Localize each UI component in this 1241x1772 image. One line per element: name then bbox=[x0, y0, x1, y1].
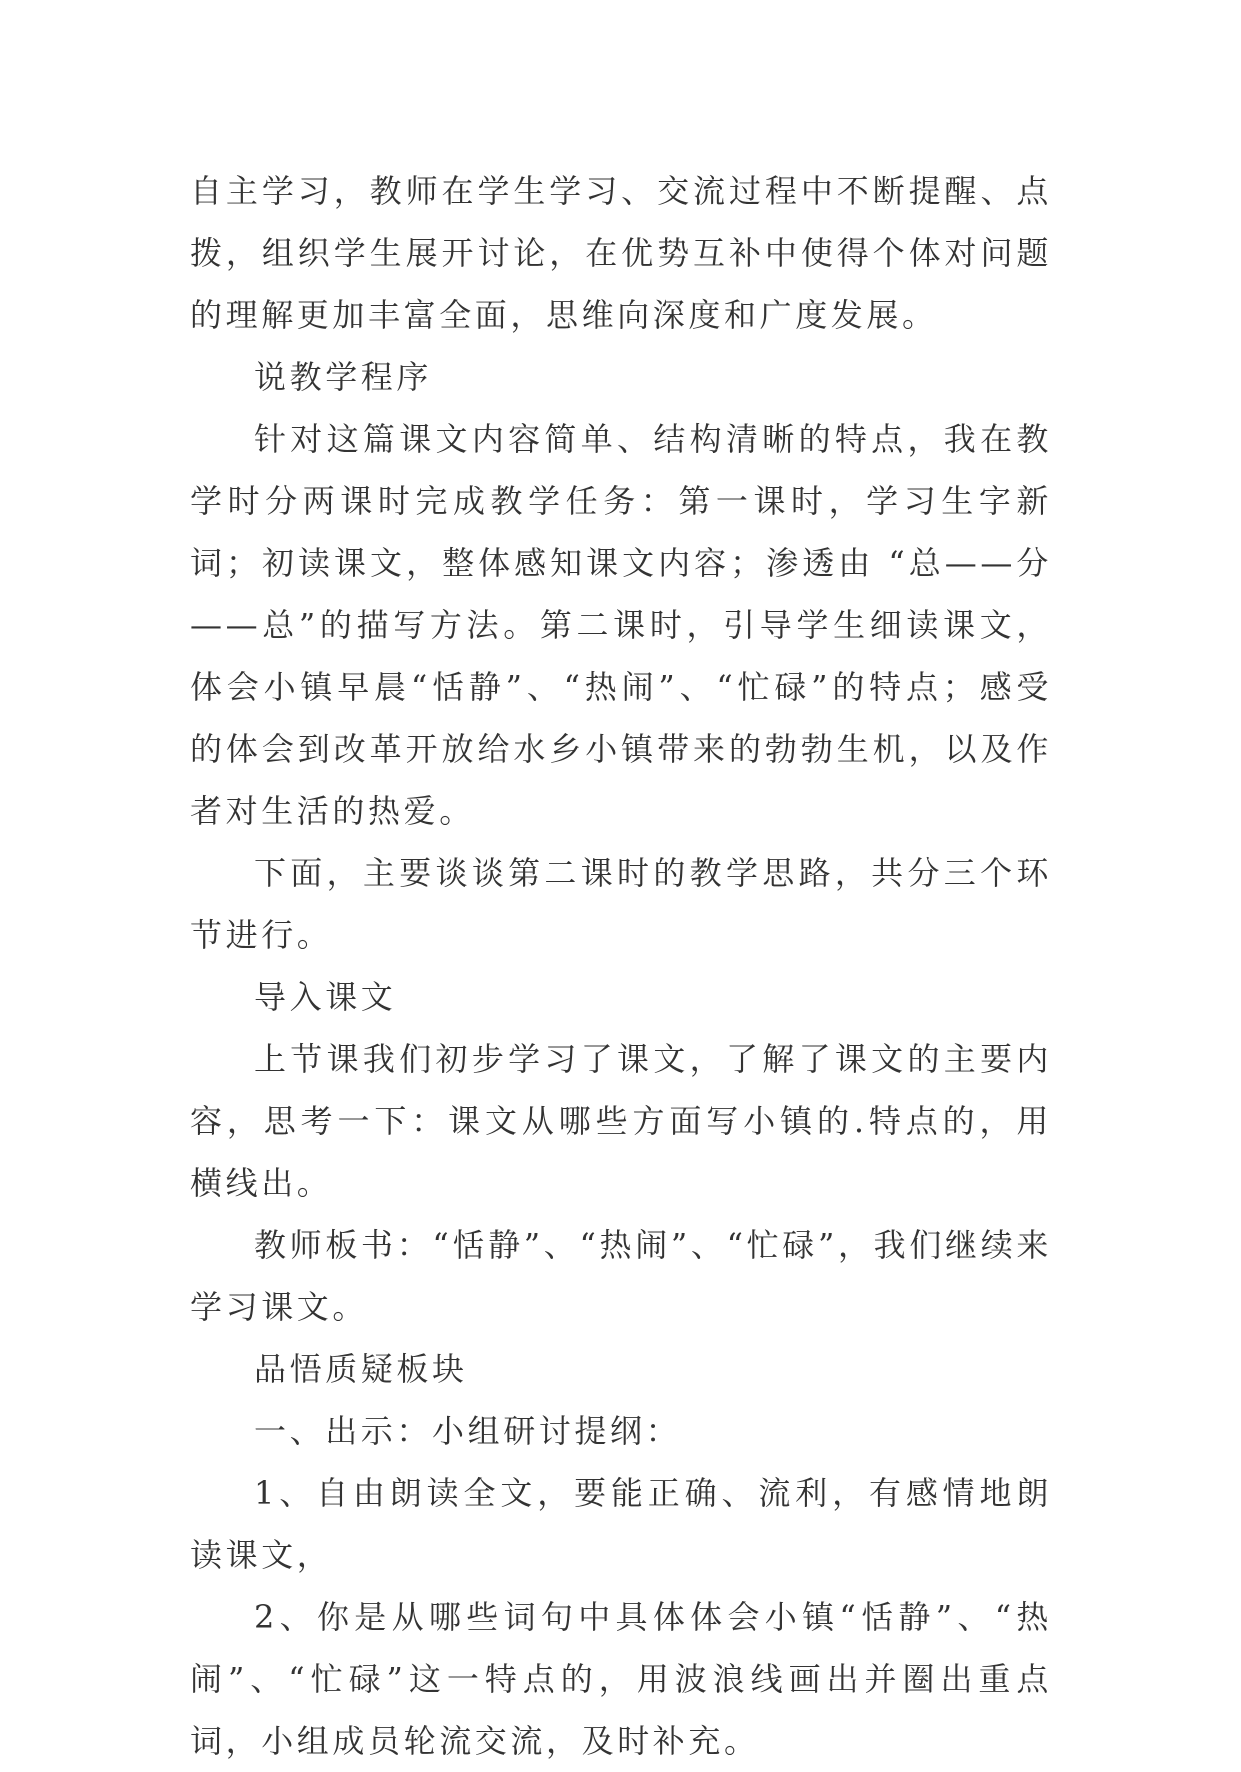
section-heading-introduction: 导入课文 bbox=[254, 978, 397, 1016]
paragraph-second-lesson-intro: 下面，主要谈谈第二课时的教学思路，共分三个环节进行。 bbox=[190, 854, 1052, 954]
paragraph-teaching-plan: 针对这篇课文内容简单、结构清晰的特点，我在教学时分两课时完成教学任务：第一课时，学习生字新词；初读课文，整体感知课文内容；渗透由 “总——分——总”的描写方法。第二课时，引导学生细读课文，体会小镇早晨“恬静”、“热闹”、“忙碌”的特点；感受的体会到改革开放给水乡小镇带来的勃勃生机，以及作者对生活的热爱。 bbox=[190, 420, 1052, 830]
paragraph-continued: 自主学习，教师在学生学习、交流过程中不断提醒、点拨，组织学生展开讨论，在优势互补中使得个体对问题的理解更加丰富全面，思维向深度和广度发展。 bbox=[190, 172, 1052, 334]
list-heading-discussion-outline: 一、出示：小组研讨提纲： bbox=[254, 1412, 682, 1450]
list-item-2: 2、你是从哪些词句中具体体会小镇“恬静”、“热闹”、“忙碌”这一特点的，用波浪线画出并圈出重点词，小组成员轮流交流，及时补充。 bbox=[190, 1598, 1052, 1760]
section-heading-teaching-procedure: 说教学程序 bbox=[254, 358, 433, 396]
document-body bbox=[190, 160, 1052, 1772]
paragraph-blackboard: 教师板书：“恬静”、“热闹”、“忙碌”，我们继续来学习课文。 bbox=[190, 1226, 1052, 1326]
paragraph-review: 上节课我们初步学习了课文，了解了课文的主要内容，思考一下：课文从哪些方面写小镇的.特点的，用横线出。 bbox=[190, 1040, 1052, 1202]
list-item-1: 1、自由朗读全文，要能正确、流利，有感情地朗读课文， bbox=[190, 1474, 1052, 1574]
section-heading-inquiry: 品悟质疑板块 bbox=[254, 1350, 468, 1388]
